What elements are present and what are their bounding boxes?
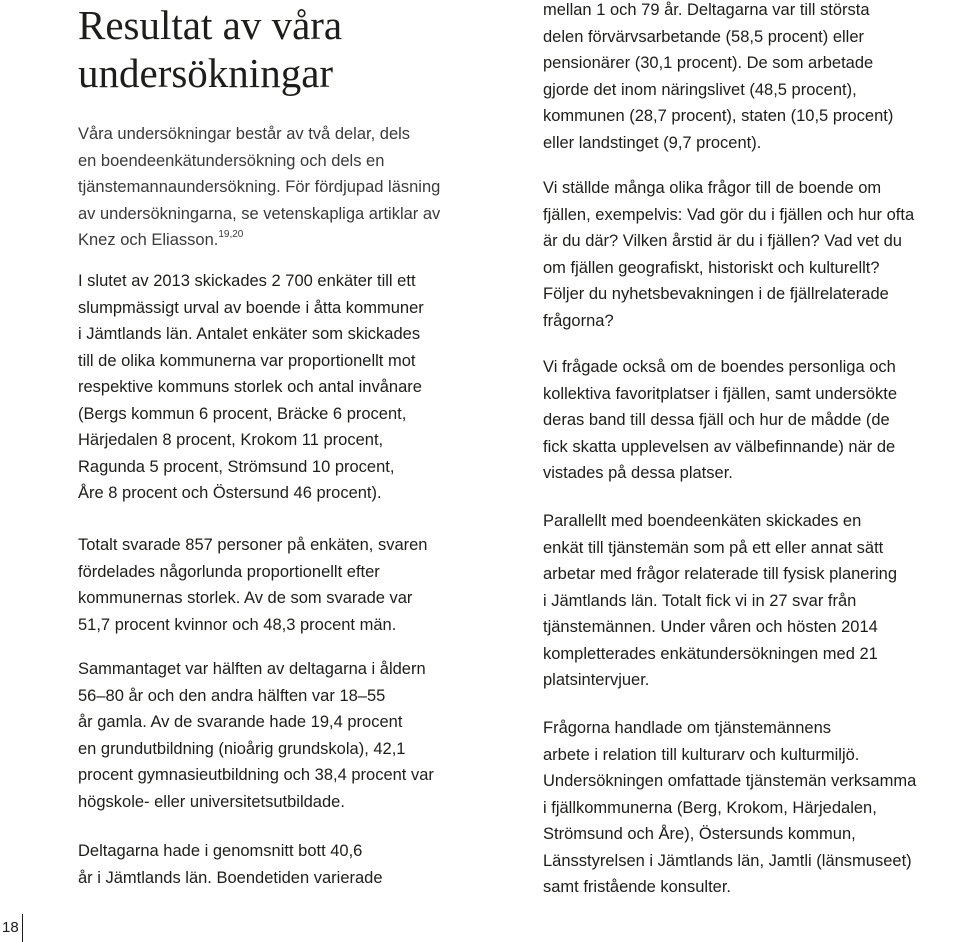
text-line: delen förvärvsarbetande (58,5 procent) eller: [543, 27, 865, 46]
text-line: Deltagarna hade i genomsnitt bott 40,6: [78, 842, 363, 860]
text-line: procent gymnasieutbildning och 38,4 procent var: [78, 766, 434, 784]
paragraph-demographics: [78, 656, 434, 815]
text-line: Länsstyrelsen i Jämtlands län, Jamtli (länsmuseet): [543, 851, 912, 870]
text-line: i Jämtlands län. Totalt fick vi in 27 svar från: [543, 591, 857, 610]
title-line-1: Resultat av våra: [78, 2, 343, 48]
text-line: Parallellt med boendeenkäten skickades en: [543, 512, 862, 530]
text-line: samt fristående konsulter.: [543, 878, 732, 896]
text-line: arbete i relation till kulturarv och kulturmiljö.: [543, 745, 860, 764]
text-line: till de olika kommunerna var proportionellt mot: [78, 351, 416, 370]
text-line: Vi frågade också om de boendes personliga och: [543, 358, 896, 376]
paragraph-official-questions: [543, 715, 916, 901]
text-line: 51,7 procent kvinnor och 48,3 procent män.: [78, 615, 397, 634]
text-line: deras band till dessa fjäll och hur de mådde (de: [543, 411, 890, 429]
left-column: [78, 0, 488, 887]
footnote-reference: 19,20: [218, 229, 244, 240]
text-line: enkät till tjänstemän som på ett eller annat sätt: [543, 538, 884, 557]
text-line: i fjällkommunerna (Berg, Krokom, Härjedalen,: [543, 798, 877, 817]
text-line: slumpmässigt urval av boende i åtta kommuner: [78, 298, 424, 317]
text-line: fördelades någorlunda proportionellt efter: [78, 562, 380, 581]
intro-line: en boendeenkätundersökning och dels en: [78, 151, 385, 170]
intro-line: av undersökningarna, se vetenskapliga artiklar av: [78, 204, 441, 223]
intro-paragraph: [78, 121, 440, 254]
text-line: kommunernas storlek. Av de som svarade var: [78, 589, 413, 607]
text-line: år gamla. Av de svarande hade 19,4 procent: [78, 713, 403, 731]
text-line: kompletterades enkätundersökningen med 21: [543, 644, 878, 663]
title-line-2: undersökningar: [78, 50, 334, 96]
paragraph-response-count: [78, 532, 427, 638]
text-line: pensionärer (30,1 procent). De som arbetade: [543, 54, 874, 72]
text-line: Totalt svarade 857 personer på enkäten, svaren: [78, 536, 428, 554]
text-line: Strömsund och Åre), Östersunds kommun,: [543, 825, 856, 843]
paragraph-favorite-places: [543, 354, 897, 487]
text-line: kommunen (28,7 procent), staten (10,5 procent): [543, 107, 894, 125]
page-number: 18: [2, 919, 19, 936]
text-line: är du där? Vilken årstid är du i fjällen? Vad vet du: [543, 232, 902, 250]
intro-line: Våra undersökningar består av två delar, dels: [78, 125, 411, 143]
paragraph-survey-distribution: [78, 268, 424, 507]
text-line: arbetar med frågor relaterade till fysisk planering: [543, 565, 898, 583]
text-line: en grundutbildning (nioårig grundskola), 42,1: [78, 739, 406, 758]
text-line: Vi ställde många olika frågor till de boende om: [543, 179, 882, 197]
text-line: Åre 8 procent och Östersund 46 procent).: [78, 484, 382, 502]
paragraph-residence-time: [78, 838, 383, 891]
page-title: [78, 0, 488, 97]
text-line: kollektiva favoritplatser i fjällen, samt undersökte: [543, 384, 897, 403]
intro-line: tjänstemannaundersökning. För fördjupad läsning: [78, 178, 441, 196]
text-line: (Bergs kommun 6 procent, Bräcke 6 procent,: [78, 404, 407, 423]
text-line: platsintervjuer.: [543, 671, 650, 689]
text-line: eller landstinget (9,7 procent).: [543, 133, 762, 152]
text-line: tjänstemännen. Under våren och hösten 2014: [543, 618, 878, 636]
text-line: i Jämtlands län. Antalet enkäter som skickades: [78, 325, 421, 343]
text-line: mellan 1 och 79 år. Deltagarna var till största: [543, 1, 870, 19]
text-line: frågorna?: [543, 311, 614, 330]
text-line: I slutet av 2013 skickades 2 700 enkäter till ett: [78, 272, 416, 290]
text-line: Ragunda 5 procent, Strömsund 10 procent,: [78, 457, 395, 476]
text-line: Sammantaget var hälften av deltagarna i åldern: [78, 660, 426, 678]
text-line: Härjedalen 8 procent, Krokom 11 procent,: [78, 431, 384, 449]
text-line: vistades på dessa platser.: [543, 464, 733, 482]
text-line: Följer du nyhetsbevakningen i de fjällrelaterade: [543, 285, 889, 303]
text-line: högskole- eller universitetsutbildade.: [78, 792, 345, 811]
text-line: fick skatta upplevelsen av välbefinnande) när de: [543, 437, 896, 456]
paragraph-official-survey: [543, 508, 897, 694]
text-line: Frågorna handlade om tjänstemännens: [543, 719, 832, 737]
text-line: fjällen, exempelvis: Vad gör du i fjällen och hur ofta: [543, 205, 915, 224]
text-line: år i Jämtlands län. Boendetiden varierade: [78, 868, 383, 887]
text-line: Undersökningen omfattade tjänstemän verksamma: [543, 772, 917, 790]
text-line: respektive kommuns storlek och antal invånare: [78, 378, 422, 396]
intro-line: Knez och Eliasson.: [78, 231, 219, 249]
text-line: om fjällen geografiskt, historiskt och kulturellt?: [543, 258, 880, 277]
text-line: gjorde det inom näringslivet (48,5 procent),: [543, 80, 857, 99]
paragraph-occupation: [543, 0, 893, 156]
text-line: 56–80 år och den andra hälften var 18–55: [78, 686, 386, 705]
paragraph-questions: [543, 175, 914, 334]
